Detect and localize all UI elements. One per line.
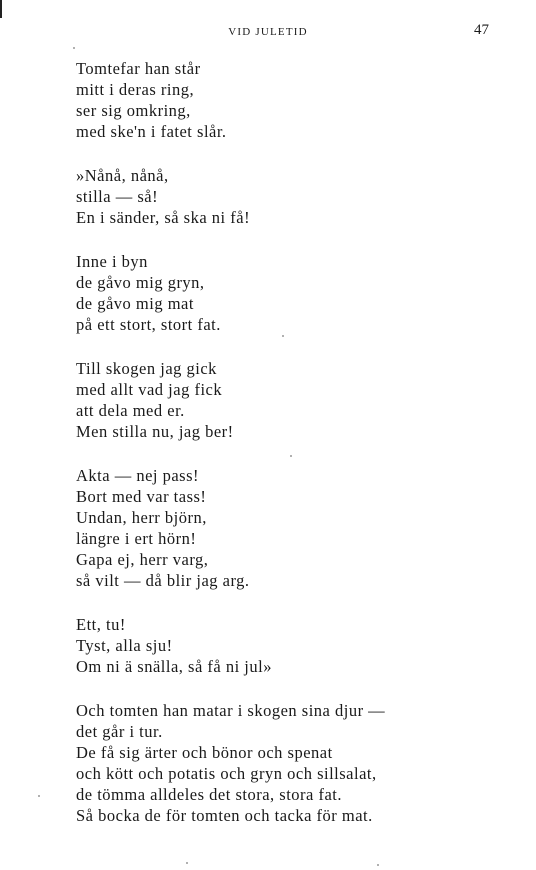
poem-line: Och tomten han matar i skogen sina djur — <box>76 701 386 720</box>
paper-speck <box>377 864 379 866</box>
poem-line: Tomtefar han står <box>76 59 201 78</box>
poem-line: Ett, tu! <box>76 615 126 634</box>
poem-line: på ett stort, stort fat. <box>76 315 221 334</box>
poem-line: Gapa ej, herr varg, <box>76 550 209 569</box>
poem-line: ser sig omkring, <box>76 101 191 120</box>
poem-line: och kött och potatis och gryn och sillsalat, <box>76 764 377 783</box>
stanza <box>76 165 516 228</box>
poem-line: stilla — så! <box>76 187 159 206</box>
poem-line: de tömma alldeles det stora, stora fat. <box>76 785 343 804</box>
poem-line: med allt vad jag fick <box>76 380 223 399</box>
poem-line: Men stilla nu, jag ber! <box>76 422 234 441</box>
page-number: 47 <box>474 22 489 38</box>
poem-line: Till skogen jag gick <box>76 359 217 378</box>
paper-speck <box>38 795 40 797</box>
poem-line: längre i ert hörn! <box>76 529 197 548</box>
poem-line: De få sig ärter och bönor och spenat <box>76 743 333 762</box>
stanza <box>76 251 516 335</box>
poem-line: att dela med er. <box>76 401 185 420</box>
running-head: VID JULETID <box>228 26 308 38</box>
poem-line: En i sänder, så ska ni få! <box>76 208 251 227</box>
margin-mark <box>0 0 2 18</box>
poem-line: Så bocka de för tomten och tacka för mat. <box>76 806 373 825</box>
paper-speck <box>290 455 292 457</box>
stanza <box>76 358 516 442</box>
paper-speck <box>73 47 75 49</box>
paper-speck <box>282 335 284 337</box>
stanza <box>76 614 516 677</box>
poem-line: de gåvo mig mat <box>76 294 194 313</box>
poem-line: Inne i byn <box>76 252 148 271</box>
poem-line: Tyst, alla sju! <box>76 636 173 655</box>
poem-line: så vilt — då blir jag arg. <box>76 571 250 590</box>
poem-body <box>76 58 516 849</box>
poem-line: Undan, herr björn, <box>76 508 207 527</box>
stanza <box>76 700 516 826</box>
stanza <box>76 58 516 142</box>
poem-line: Om ni ä snälla, så få ni jul» <box>76 657 272 676</box>
poem-line: Bort med var tass! <box>76 487 207 506</box>
paper-speck <box>186 862 188 864</box>
poem-line: det går i tur. <box>76 722 163 741</box>
poem-line: med ske'n i fatet slår. <box>76 122 227 141</box>
poem-line: »Nånå, nånå, <box>76 166 169 185</box>
stanza <box>76 465 516 591</box>
poem-line: mitt i deras ring, <box>76 80 195 99</box>
poem-line: de gåvo mig gryn, <box>76 273 205 292</box>
poem-line: Akta — nej pass! <box>76 466 200 485</box>
